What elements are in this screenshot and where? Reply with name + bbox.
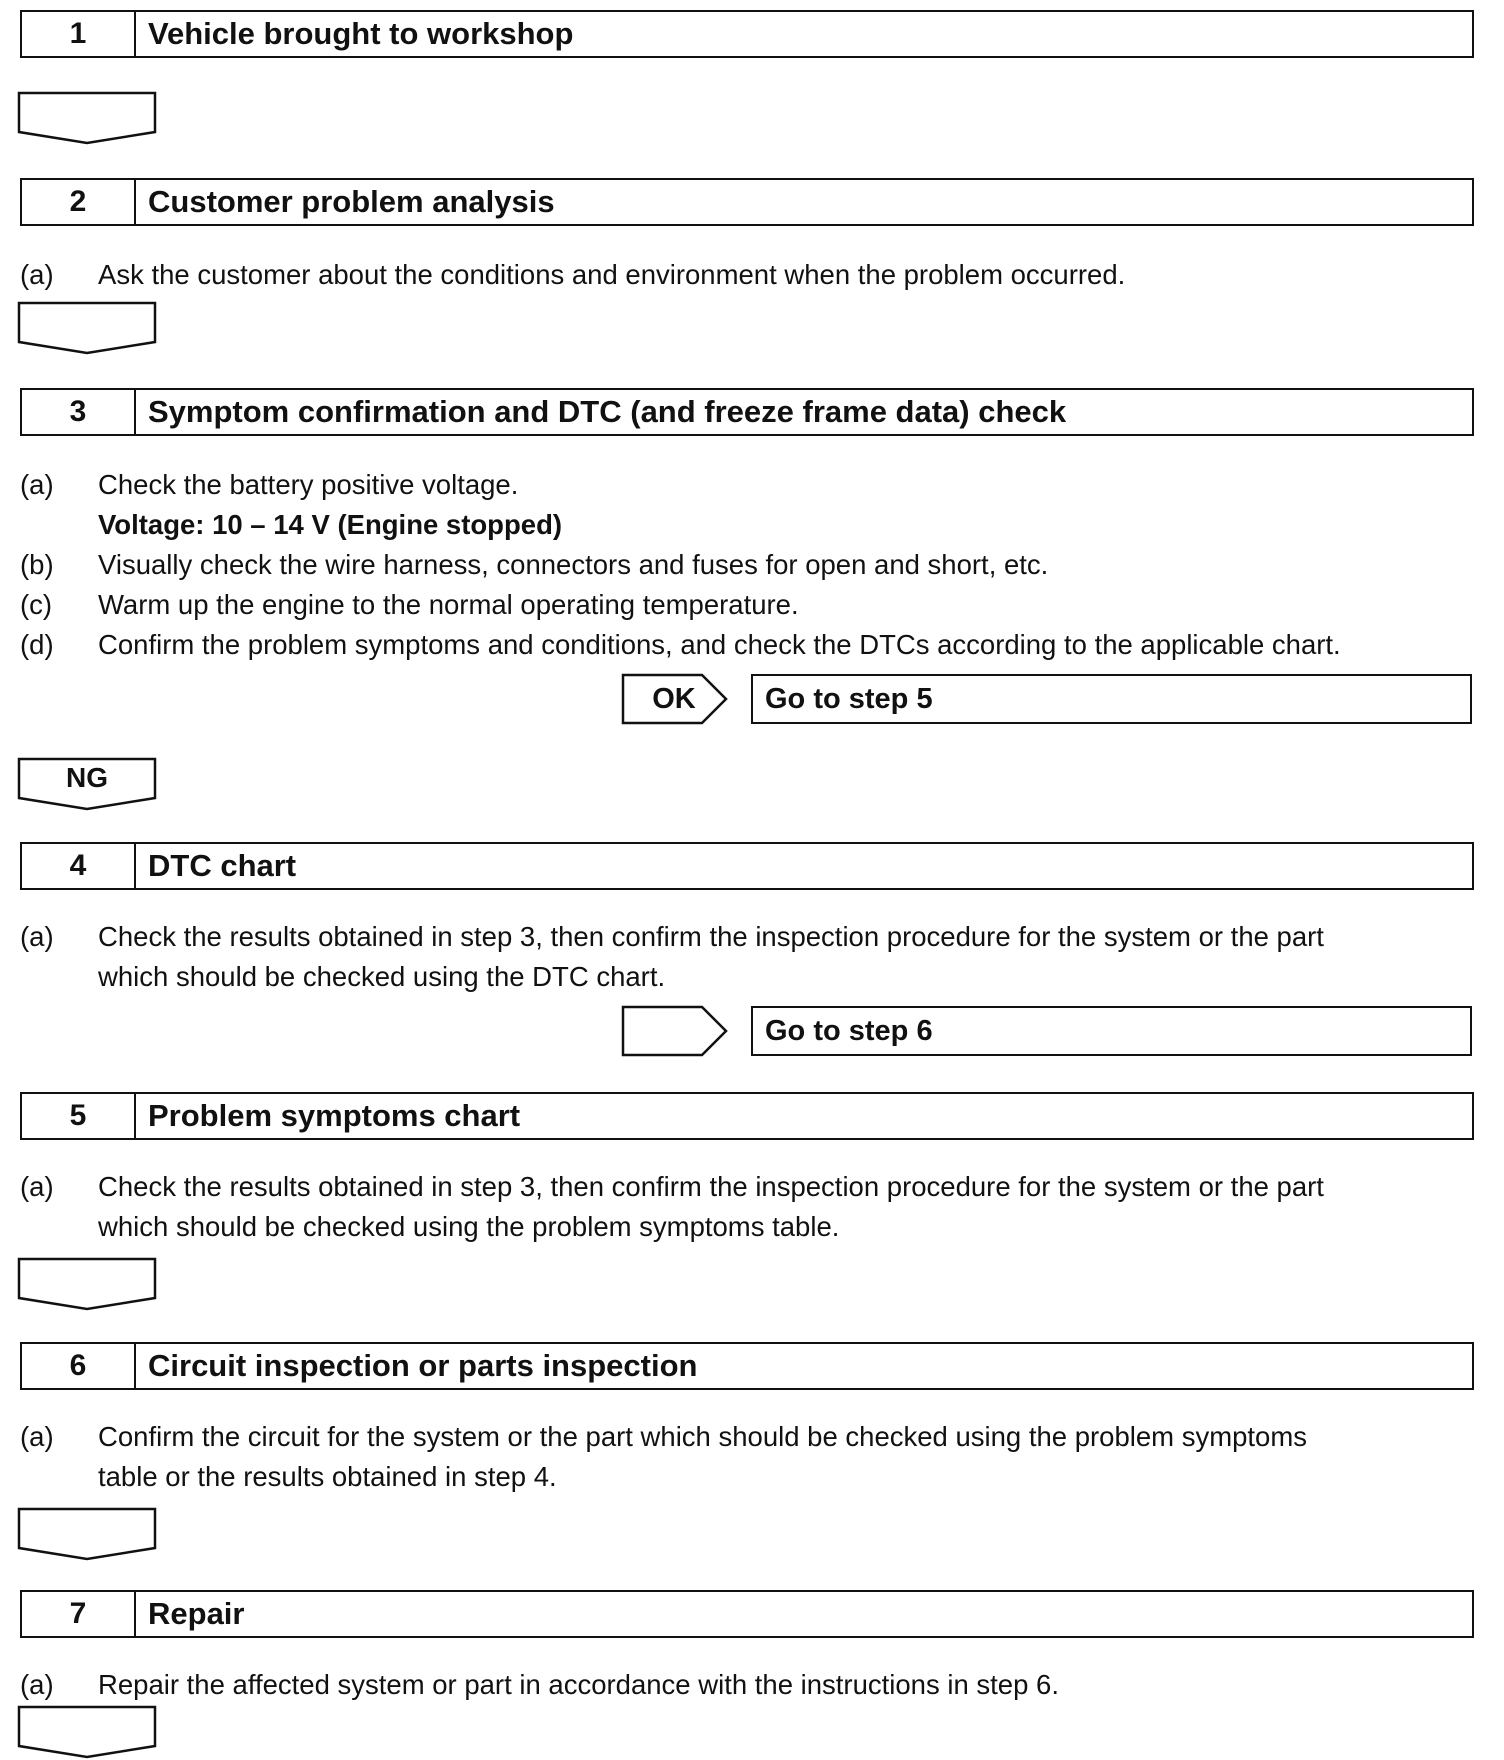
branch-target: Go to step 6 (751, 1006, 1472, 1056)
ng-down-arrow (18, 758, 156, 810)
step-1-header (20, 10, 1474, 58)
step-4-header (20, 842, 1474, 890)
step-number: 4 (22, 844, 136, 888)
item-label: (a) (20, 469, 54, 500)
item-text: Check the results obtained in step 3, then confirm the inspection procedure for the system or the part (98, 921, 1324, 952)
item-text: which should be checked using the DTC chart. (98, 961, 666, 992)
step-title: Circuit inspection or parts inspection (148, 1348, 698, 1383)
ok-branch (622, 674, 1472, 724)
down-arrow-icon (18, 302, 156, 354)
item-label: (a) (20, 1669, 54, 1700)
step-6-header (20, 1342, 1474, 1390)
step-number: 2 (22, 180, 136, 224)
down-arrow-icon (18, 1258, 156, 1310)
step-2-header (20, 178, 1474, 226)
step-number: 3 (22, 390, 136, 434)
item-text: Confirm the circuit for the system or the part which should be checked using the problem symptoms (98, 1421, 1308, 1452)
down-arrow-icon (18, 1508, 156, 1560)
item-label: (a) (20, 1171, 54, 1202)
item-label: (a) (20, 259, 54, 290)
step-number: 7 (22, 1592, 136, 1636)
flow-down-arrow (18, 1508, 156, 1560)
item-text: Visually check the wire harness, connectors and fuses for open and short, etc. (98, 549, 1049, 580)
step-number: 6 (22, 1344, 136, 1388)
item-label: (a) (20, 921, 54, 952)
voltage-spec: Voltage: 10 – 14 V (Engine stopped) (98, 509, 563, 540)
branch-tag: OK (652, 682, 696, 715)
item-text: Warm up the engine to the normal operating temperature. (98, 589, 799, 620)
down-arrow-icon (18, 1706, 156, 1758)
item-label: (d) (20, 629, 54, 660)
item-text: which should be checked using the problem symptoms table. (98, 1211, 840, 1242)
step-number: 5 (22, 1094, 136, 1138)
step-number: 1 (22, 12, 136, 56)
down-arrow-icon (18, 92, 156, 144)
step-7-header (20, 1590, 1474, 1638)
item-text: Ask the customer about the conditions and environment when the problem occurred. (98, 259, 1126, 290)
step-title: Symptom confirmation and DTC (and freeze frame data) check (148, 394, 1067, 429)
flow-down-arrow (18, 302, 156, 354)
step-title: DTC chart (148, 848, 297, 883)
goto-branch (622, 1006, 1472, 1056)
item-text: Check the battery positive voltage. (98, 469, 519, 500)
step-title: Repair (148, 1596, 245, 1631)
ng-label: NG (66, 762, 108, 793)
item-label: (a) (20, 1421, 54, 1452)
step-3-header (20, 388, 1474, 436)
flow-down-arrow (18, 92, 156, 144)
item-label: (c) (20, 589, 53, 620)
item-label: (b) (20, 549, 54, 580)
branch-target: Go to step 5 (751, 674, 1472, 724)
item-text: table or the results obtained in step 4. (98, 1461, 557, 1492)
item-text: Confirm the problem symptoms and conditions, and check the DTCs according to the applicable chart. (98, 629, 1341, 660)
flow-down-arrow (18, 1258, 156, 1310)
item-text: Repair the affected system or part in accordance with the instructions in step 6. (98, 1669, 1059, 1700)
step-5-header (20, 1092, 1474, 1140)
item-text: Check the results obtained in step 3, then confirm the inspection procedure for the system or the part (98, 1171, 1324, 1202)
branch-tag (622, 1006, 726, 1056)
step-title: Vehicle brought to workshop (148, 16, 574, 51)
step-title: Problem symptoms chart (148, 1098, 521, 1133)
flow-down-arrow (18, 1706, 156, 1758)
step-title: Customer problem analysis (148, 184, 555, 219)
